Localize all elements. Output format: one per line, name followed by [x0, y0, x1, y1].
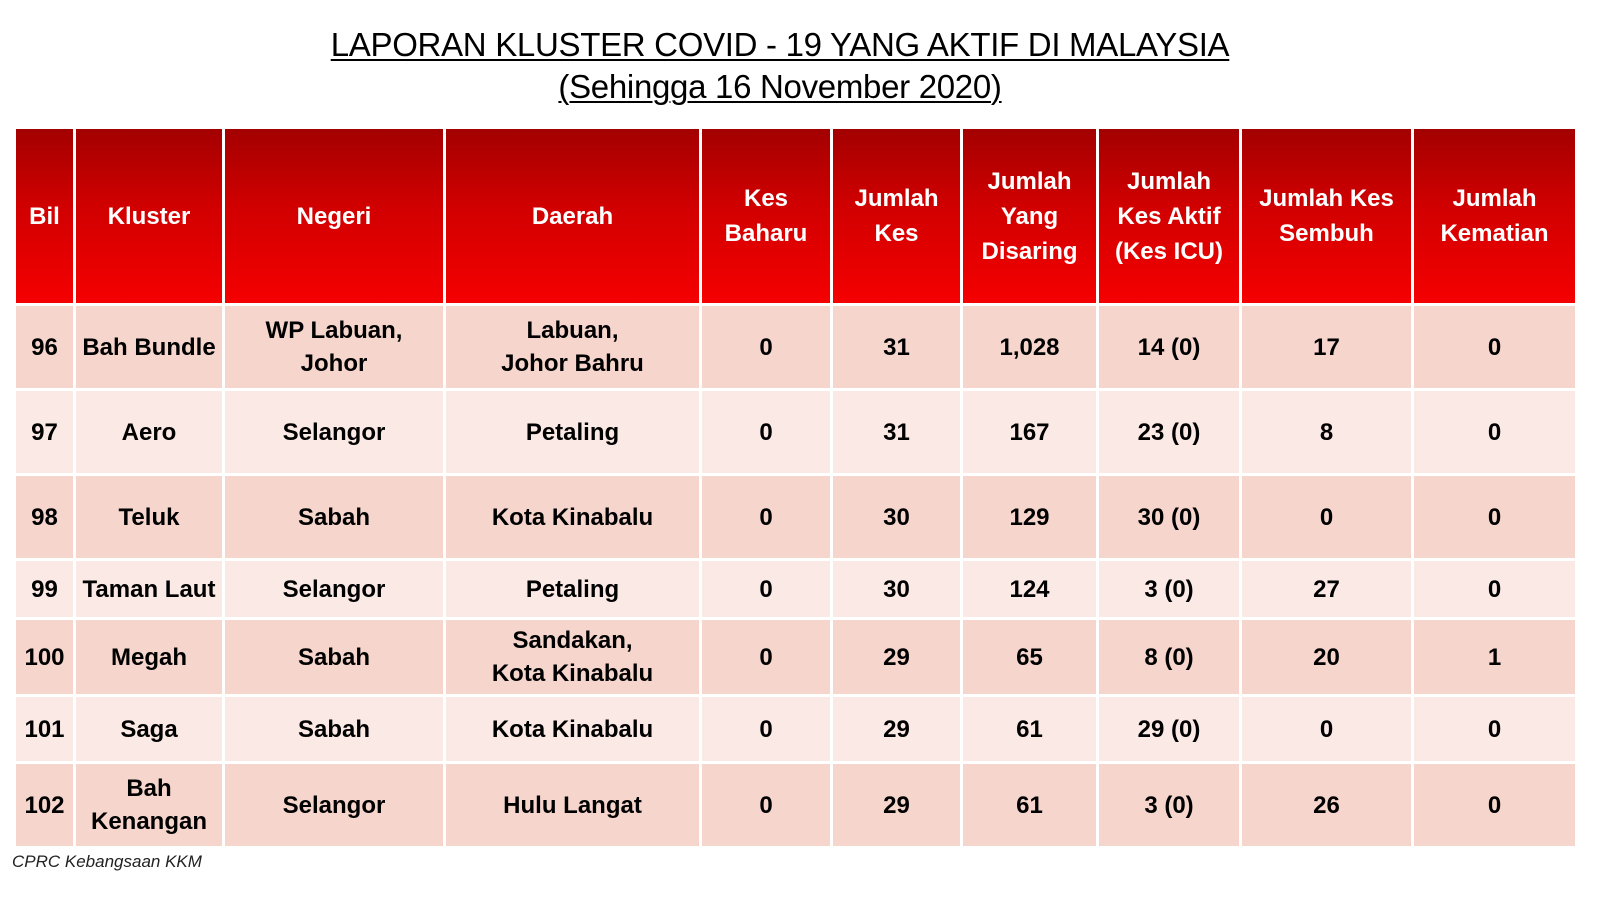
cell-jumlah-disaring: 1,028: [963, 306, 1096, 388]
header-jumlah-kes-aktif: [1099, 129, 1239, 303]
table-row: [16, 764, 1575, 846]
cell-negeri: [225, 561, 443, 617]
table-row: [16, 561, 1575, 617]
cell-line: Taman Laut: [82, 575, 216, 603]
cell-line: Daerah: [531, 202, 614, 230]
cell-kluster: [76, 561, 222, 617]
cell-line: Kes Aktif: [1117, 202, 1221, 230]
cell-line: WP Labuan,: [265, 317, 403, 344]
cell-negeri: [225, 476, 443, 558]
cell-line: Yang: [1000, 202, 1059, 230]
cell-line: Sembuh: [1279, 220, 1374, 247]
header-row: [16, 129, 1575, 303]
cell-jumlah-kes: 31: [833, 306, 960, 388]
cell-jumlah-kematian: 0: [1414, 306, 1575, 388]
cell-line: Selangor: [282, 575, 386, 603]
cell-line: Sabah: [297, 715, 371, 743]
header-kes-baharu: [702, 129, 830, 303]
table-row: [16, 306, 1575, 388]
cluster-table: [13, 126, 1578, 849]
cell-jumlah-kes-aktif: 30 (0): [1099, 476, 1239, 558]
header-negeri: [225, 129, 443, 303]
cell-daerah: [446, 561, 699, 617]
cell-daerah: [446, 620, 699, 694]
cell-line: Sabah: [297, 643, 371, 671]
cell-jumlah-kematian: 0: [1414, 561, 1575, 617]
cell-negeri: [225, 306, 443, 388]
cell-jumlah-kes-sembuh: 17: [1242, 306, 1411, 388]
cell-negeri: [225, 764, 443, 846]
cell-line: Aero: [121, 418, 177, 446]
cell-jumlah-disaring: 65: [963, 620, 1096, 694]
cell-daerah: [446, 391, 699, 473]
header-jumlah-kematian: [1414, 129, 1575, 303]
cell-line: Jumlah Kes: [1259, 185, 1394, 212]
cell-jumlah-kes-sembuh: 20: [1242, 620, 1411, 694]
cell-bil: 102: [16, 764, 73, 846]
cell-jumlah-kematian: 0: [1414, 476, 1575, 558]
cell-jumlah-kematian: 0: [1414, 697, 1575, 761]
cell-line: Bah Bundle: [82, 333, 216, 361]
cell-jumlah-disaring: 124: [963, 561, 1096, 617]
cell-line: Johor: [300, 350, 368, 377]
cell-jumlah-kes-aktif: 14 (0): [1099, 306, 1239, 388]
cell-line: Selangor: [282, 791, 386, 819]
cell-jumlah-kes-aktif: 3 (0): [1099, 561, 1239, 617]
cell-kes-baharu: 0: [702, 391, 830, 473]
cell-line: Kota Kinabalu: [491, 503, 654, 531]
cell-kluster: [76, 306, 222, 388]
cell-daerah: [446, 306, 699, 388]
cell-jumlah-disaring: 129: [963, 476, 1096, 558]
cell-jumlah-kes-aktif: 8 (0): [1099, 620, 1239, 694]
cell-negeri: [225, 391, 443, 473]
cell-line: Baharu: [724, 220, 808, 247]
cell-line: Jumlah: [854, 185, 939, 212]
cell-kluster: [76, 391, 222, 473]
cell-bil: 99: [16, 561, 73, 617]
cell-jumlah-disaring: 167: [963, 391, 1096, 473]
title-date: (Sehingga 16 November 2020): [558, 68, 1002, 105]
cell-kluster: [76, 697, 222, 761]
cell-line: Negeri: [296, 202, 372, 230]
header-kluster: [76, 129, 222, 303]
cell-daerah: [446, 476, 699, 558]
cell-kes-baharu: 0: [702, 476, 830, 558]
cell-jumlah-kes-aktif: 29 (0): [1099, 697, 1239, 761]
cell-line: Kematian: [1440, 220, 1549, 247]
cell-jumlah-disaring: 61: [963, 764, 1096, 846]
cell-line: Kenangan: [90, 808, 207, 835]
cell-line: Bil: [29, 202, 60, 230]
cell-jumlah-kes-sembuh: 8: [1242, 391, 1411, 473]
cell-jumlah-kes: 29: [833, 697, 960, 761]
cell-line: Kluster: [107, 202, 191, 230]
cell-bil: 97: [16, 391, 73, 473]
cell-line: Petaling: [525, 418, 620, 446]
cell-jumlah-kes-sembuh: 0: [1242, 697, 1411, 761]
cell-line: Sandakan,: [512, 627, 633, 654]
cell-bil: 96: [16, 306, 73, 388]
cell-jumlah-kes: 30: [833, 476, 960, 558]
cell-bil: 100: [16, 620, 73, 694]
cell-negeri: [225, 697, 443, 761]
cell-kes-baharu: 0: [702, 561, 830, 617]
cell-line: Kota Kinabalu: [491, 715, 654, 743]
cell-line: Hulu Langat: [503, 791, 642, 819]
cell-negeri: [225, 620, 443, 694]
cell-kes-baharu: 0: [702, 697, 830, 761]
cell-line: Kes: [743, 185, 789, 212]
header-jumlah-kes-sembuh: [1242, 129, 1411, 303]
cell-jumlah-kes-sembuh: 26: [1242, 764, 1411, 846]
cell-jumlah-kes-aktif: 3 (0): [1099, 764, 1239, 846]
cell-line: Jumlah: [1126, 167, 1212, 195]
cell-line: Kes: [874, 220, 919, 247]
table-row: [16, 620, 1575, 694]
cell-kluster: [76, 476, 222, 558]
cell-jumlah-kes-sembuh: 27: [1242, 561, 1411, 617]
cell-kluster: [76, 764, 222, 846]
cell-line: Megah: [110, 643, 187, 671]
cell-line: Sabah: [297, 503, 371, 531]
cell-line: Jumlah: [1452, 185, 1537, 212]
report-title: [0, 24, 1560, 108]
cell-line: Jumlah: [987, 167, 1072, 195]
cell-jumlah-disaring: 61: [963, 697, 1096, 761]
table-row: [16, 476, 1575, 558]
header-jumlah-kes: [833, 129, 960, 303]
cell-jumlah-kes: 31: [833, 391, 960, 473]
cell-line: Bah: [126, 775, 172, 802]
cell-line: Selangor: [282, 418, 386, 446]
table-header: [16, 129, 1575, 303]
cell-jumlah-kematian: 0: [1414, 764, 1575, 846]
table-body: [16, 306, 1575, 846]
cell-jumlah-kes-sembuh: 0: [1242, 476, 1411, 558]
table-row: [16, 697, 1575, 761]
header-jumlah-disaring: [963, 129, 1096, 303]
cell-jumlah-kematian: 0: [1414, 391, 1575, 473]
cell-bil: 98: [16, 476, 73, 558]
source-note: CPRC Kebangsaan KKM: [12, 852, 202, 871]
cell-line: Labuan,: [526, 317, 619, 344]
cell-line: Petaling: [525, 575, 620, 603]
cell-line: Teluk: [118, 503, 180, 531]
cell-line: Saga: [120, 715, 178, 743]
cell-jumlah-kematian: 1: [1414, 620, 1575, 694]
cell-line: Johor Bahru: [501, 350, 644, 377]
cell-kluster: [76, 620, 222, 694]
header-bil: [16, 129, 73, 303]
cell-jumlah-kes-aktif: 23 (0): [1099, 391, 1239, 473]
cell-jumlah-kes: 29: [833, 620, 960, 694]
cell-kes-baharu: 0: [702, 306, 830, 388]
cell-daerah: [446, 764, 699, 846]
cell-line: (Kes ICU): [1114, 237, 1223, 265]
title-main: LAPORAN KLUSTER COVID - 19 YANG AKTIF DI MALAYSIA: [330, 26, 1230, 63]
cell-kes-baharu: 0: [702, 620, 830, 694]
cell-jumlah-kes: 30: [833, 561, 960, 617]
cell-daerah: [446, 697, 699, 761]
cell-kes-baharu: 0: [702, 764, 830, 846]
cell-bil: 101: [16, 697, 73, 761]
cell-line: Kota Kinabalu: [491, 660, 654, 687]
table-row: [16, 391, 1575, 473]
header-daerah: [446, 129, 699, 303]
cell-jumlah-kes: 29: [833, 764, 960, 846]
cell-line: Disaring: [981, 237, 1078, 265]
